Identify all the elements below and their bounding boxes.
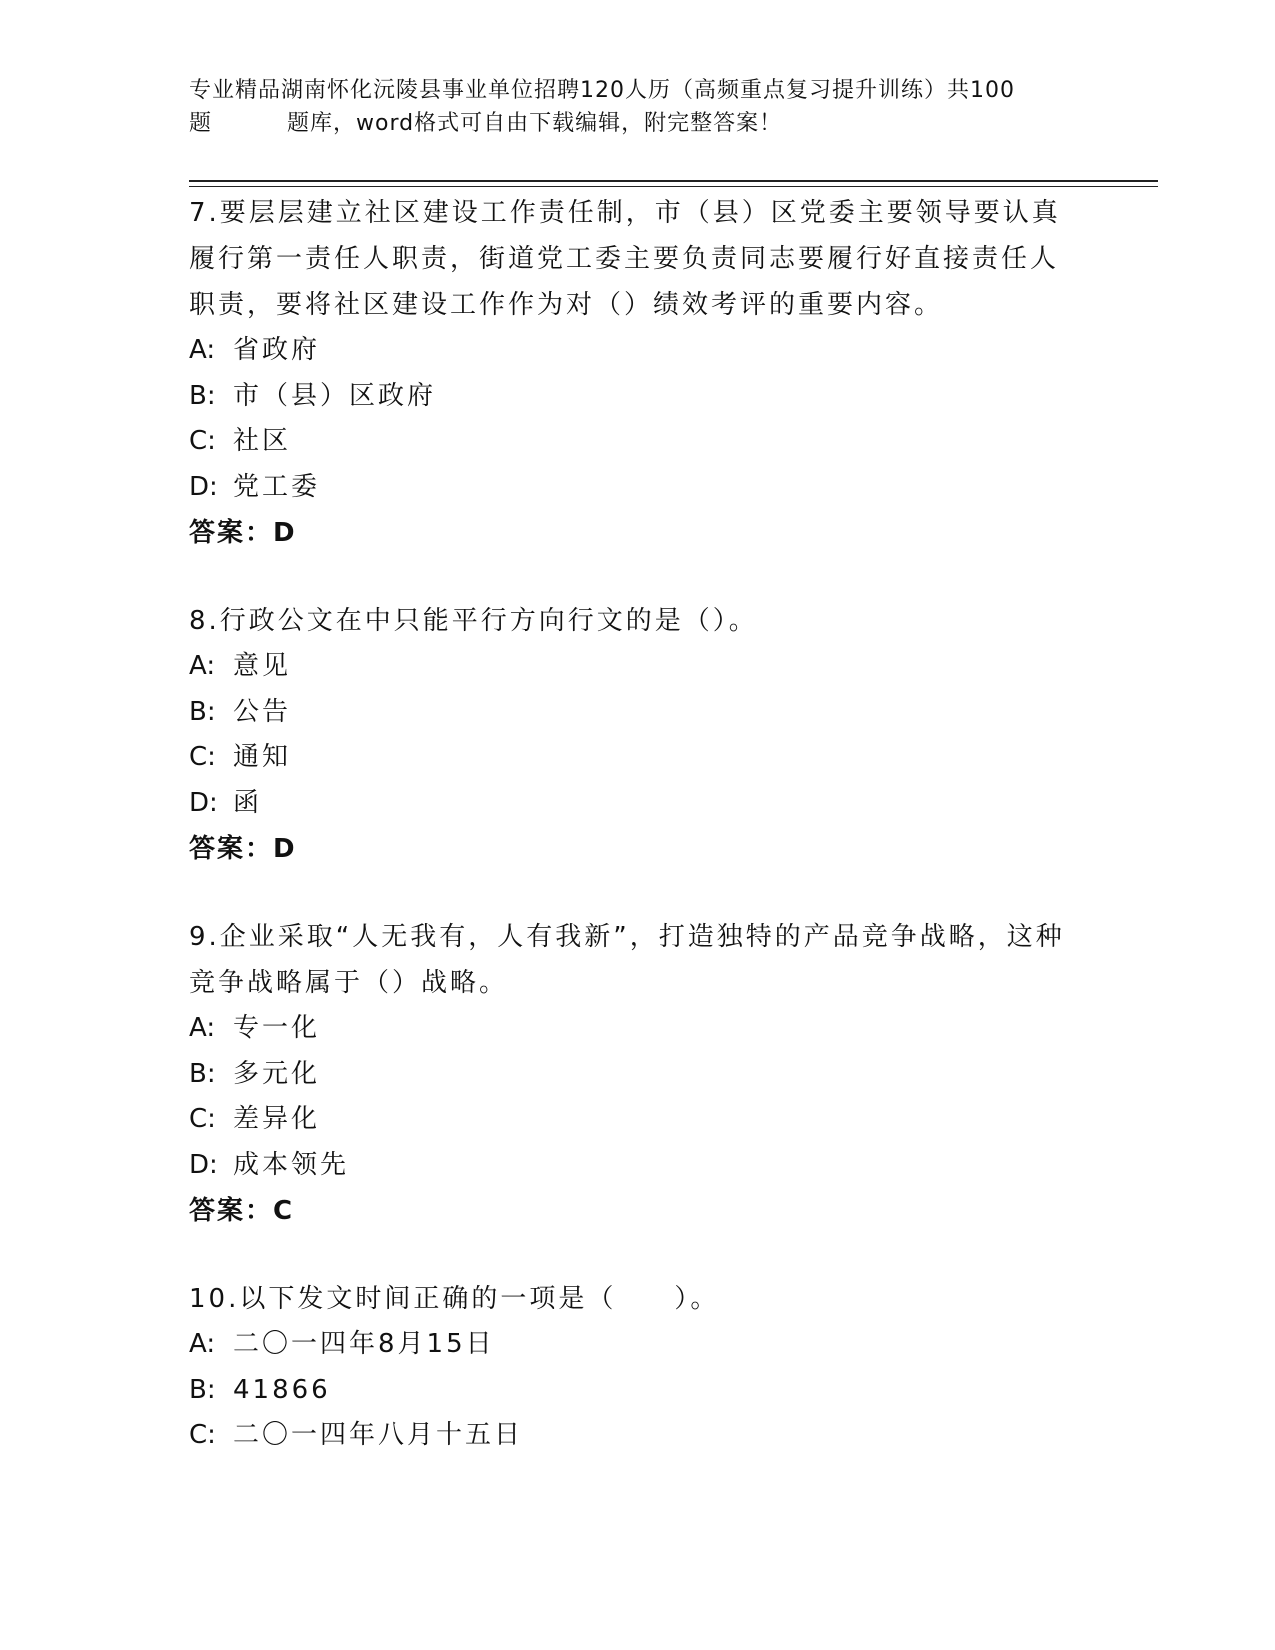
header-divider-top	[189, 180, 1158, 182]
answer-value: C	[273, 1196, 293, 1226]
answer-value: D	[273, 518, 295, 548]
header-title-line2	[189, 107, 1089, 140]
answer-label: 答案：	[189, 518, 274, 548]
header-title-line1: 专业精品湖南怀化沅陵县事业单位招聘120人历（高频重点复习提升训练）共100	[189, 78, 1015, 103]
question-8	[189, 598, 1089, 872]
option-text: 二〇一四年8月15日	[233, 1329, 495, 1359]
option-key: D:	[189, 471, 218, 502]
option-text: 省政府	[233, 335, 321, 365]
option-c	[189, 735, 1089, 781]
option-a	[189, 328, 1089, 374]
option-text: 函	[233, 787, 263, 818]
answer-label: 答案：	[189, 834, 274, 864]
header-title-line2-lead: 题	[189, 111, 213, 136]
option-key: A:	[189, 651, 216, 681]
option-key: A:	[189, 1013, 216, 1043]
question-text: 10.以下发文时间正确的一项是（ ）。	[189, 1284, 720, 1314]
option-key: C:	[189, 1104, 216, 1134]
option-text: 市（县）区政府	[233, 380, 437, 411]
header-title-line2-rest: 题库，word格式可自由下载编辑，附完整答案！	[287, 111, 783, 136]
option-c	[189, 1097, 1089, 1143]
option-text: 通知	[233, 742, 292, 772]
option-b	[189, 1368, 1089, 1414]
option-key: B:	[189, 380, 216, 411]
option-key: B:	[189, 1058, 216, 1089]
question-text: 7.要层层建立社区建设工作责任制，市（县）区党委主要领导要认真履行第一责任人职责，街道党工委主要负责同志要履行好直接责任人职责，要将社区建设工作作为对（）绩效考评的重要内容。	[189, 198, 1061, 320]
option-key: A:	[189, 335, 216, 365]
option-text: 党工委	[233, 471, 321, 502]
option-key: C:	[189, 426, 216, 456]
option-d	[189, 1143, 1089, 1189]
option-a	[189, 644, 1089, 690]
question-7	[189, 190, 1089, 556]
option-key: B:	[189, 696, 216, 727]
option-key: D:	[189, 787, 218, 818]
answer-value: D	[273, 834, 295, 864]
question-text: 8.行政公文在中只能平行方向行文的是（）。	[189, 606, 758, 636]
option-text: 专一化	[233, 1013, 321, 1043]
option-text: 二〇一四年八月十五日	[233, 1420, 524, 1450]
question-text: 9.企业采取“人无我有，人有我新”，打造独特的产品竞争战略，这种竞争战略属于（）战略。	[189, 922, 1065, 998]
option-key: C:	[189, 1420, 216, 1450]
option-key: D:	[189, 1149, 218, 1180]
option-d	[189, 781, 1089, 827]
option-key: C:	[189, 742, 216, 772]
option-b	[189, 1052, 1089, 1098]
header-divider-bottom	[189, 186, 1158, 187]
question-list	[189, 190, 1089, 1501]
option-text: 差异化	[233, 1104, 321, 1134]
option-text: 公告	[233, 696, 292, 727]
option-b	[189, 374, 1089, 420]
question-9	[189, 914, 1089, 1234]
option-text: 社区	[233, 426, 292, 456]
option-a	[189, 1006, 1089, 1052]
option-key: A:	[189, 1329, 216, 1359]
option-key: B:	[189, 1374, 216, 1405]
option-text: 意见	[233, 651, 292, 681]
answer-line	[189, 1188, 1089, 1234]
option-text: 成本领先	[233, 1149, 350, 1180]
option-c	[189, 1413, 1089, 1459]
document-header	[189, 74, 1089, 140]
answer-line	[189, 510, 1089, 556]
option-text: 多元化	[233, 1058, 321, 1089]
answer-line	[189, 826, 1089, 872]
option-d	[189, 465, 1089, 511]
option-a	[189, 1322, 1089, 1368]
question-10	[189, 1276, 1089, 1459]
option-c	[189, 419, 1089, 465]
option-b	[189, 690, 1089, 736]
option-text: 41866	[233, 1374, 331, 1405]
answer-label: 答案：	[189, 1196, 274, 1226]
